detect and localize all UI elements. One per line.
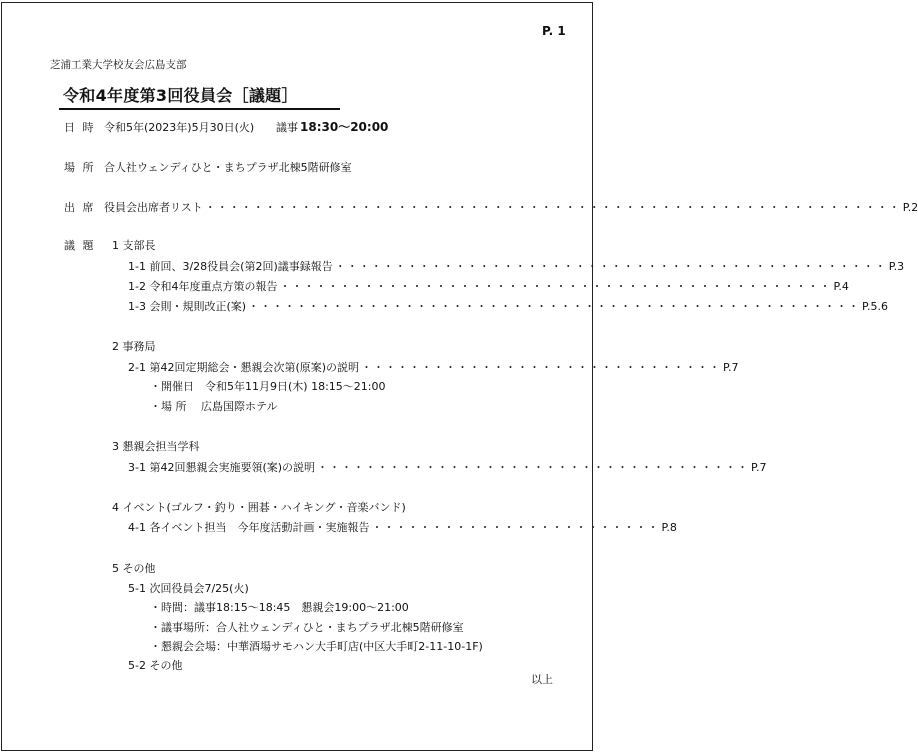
agenda-item — [128, 521, 677, 534]
agenda-item-text: 1-2 令和4年度重点方策の報告 — [128, 280, 278, 293]
detail-line: ・場 所 広島国際ホテル — [150, 400, 278, 413]
agenda-item-text: 2-1 第42回定期総会・懇親会次第(原案)の説明 — [128, 361, 360, 374]
agenda-item-page: P.7 — [723, 361, 739, 374]
leader-dots: ・・・・・・・・・・・・・・・・・・・・・・・・ — [371, 521, 660, 534]
attendance-label: 出 席 — [64, 201, 96, 214]
document-title: 令和4年度第3回役員会［議題］ — [63, 86, 298, 105]
title-underline — [59, 108, 340, 110]
agenda-item-text: 5-1 次回役員会7/25(火) — [128, 582, 249, 595]
agenda-item — [128, 260, 905, 273]
detail-line: ・時間：議事18:15～18:45 懇親会19:00～21:00 — [150, 601, 409, 614]
agenda-item-page: P.5.6 — [862, 300, 888, 313]
datetime-label: 日 時 — [64, 121, 96, 134]
meeting-time: 18:30～20:00 — [300, 120, 389, 134]
section-heading: 4 イベント(ゴルフ・釣り・囲碁・ハイキング・音楽バンド) — [112, 501, 406, 514]
attendance-page: P.2 — [902, 201, 918, 214]
leader-dots: ・・・・・・・・・・・・・・・・・・・・・・・・・・・・・・・・・・・・・・・・・・・・・・ — [279, 280, 832, 293]
leader-dots: ・・・・・・・・・・・・・・・・・・・・・・・・・・・・・・ — [361, 361, 722, 374]
section-heading: 1 支部長 — [112, 239, 156, 252]
agenda-item-page: P.3 — [888, 260, 905, 273]
detail-line: ・議事場所：合人社ウェンディひと・まちプラザ北棟5階研修室 — [150, 621, 464, 634]
leader-dots: ・・・・・・・・・・・・・・・・・・・・・・・・・・・・・・・・・・・・ — [317, 461, 750, 474]
agenda-item-page: P.7 — [751, 461, 767, 474]
agenda-item-text: 3-1 第42回懇親会実施要領(案)の説明 — [128, 461, 316, 474]
section-heading: 3 懇親会担当学科 — [112, 440, 200, 453]
section-heading: 2 事務局 — [112, 340, 156, 353]
agenda-item-text: 1-3 会則・規則改正(案) — [128, 300, 247, 313]
leader-dots: ・・・・・・・・・・・・・・・・・・・・・・・・・・・・・・・・・・・・・・・・・・・・・・・・・・・ — [248, 300, 861, 313]
agenda-item — [128, 461, 767, 474]
attendance-text: 役員会出席者リスト — [104, 201, 203, 214]
place-value: 合人社ウェンディひと・まちプラザ北棟5階研修室 — [104, 161, 352, 174]
agenda-item — [128, 300, 888, 313]
agenda-item-text: 1-1 前回、3/28役員会(第2回)議事録報告 — [128, 260, 333, 273]
page-frame — [1, 2, 593, 751]
leader-dots: ・・・・・・・・・・・・・・・・・・・・・・・・・・・・・・・・・・・・・・・・・・・・・・ — [334, 260, 887, 273]
agenda-item — [128, 361, 739, 374]
detail-line: ・懇親会会場：中華酒場サモハン大手町店(中区大手町2-11-10-1F) — [150, 640, 483, 653]
section-heading: 5 その他 — [112, 562, 156, 575]
meeting-time-prefix: 議事 — [276, 121, 298, 134]
agenda-item-text: 5-2 その他 — [128, 659, 183, 672]
leader-dots: ・・・・・・・・・・・・・・・・・・・・・・・・・・・・・・・・・・・・・・・・・・・・・・・・・・・・・・・・・・ — [204, 201, 901, 214]
page-number: P. 1 — [542, 24, 566, 38]
agenda-item-page: P.8 — [661, 521, 677, 534]
place-label: 場 所 — [64, 161, 96, 174]
organization-name: 芝浦工業大学校友会広島支部 — [50, 59, 187, 71]
detail-line: ・開催日 令和5年11月9日(木) 18:15～21:00 — [150, 380, 386, 393]
closing-text: 以上 — [531, 673, 553, 686]
meeting-date: 令和5年(2023年)5月30日(火) — [104, 121, 255, 134]
agenda-item-page: P.4 — [833, 280, 849, 293]
attendance-line — [104, 201, 918, 214]
agenda-item — [128, 280, 849, 293]
agenda-item-text: 4-1 各イベント担当 今年度活動計画・実施報告 — [128, 521, 370, 534]
agenda-label: 議 題 — [64, 239, 96, 252]
